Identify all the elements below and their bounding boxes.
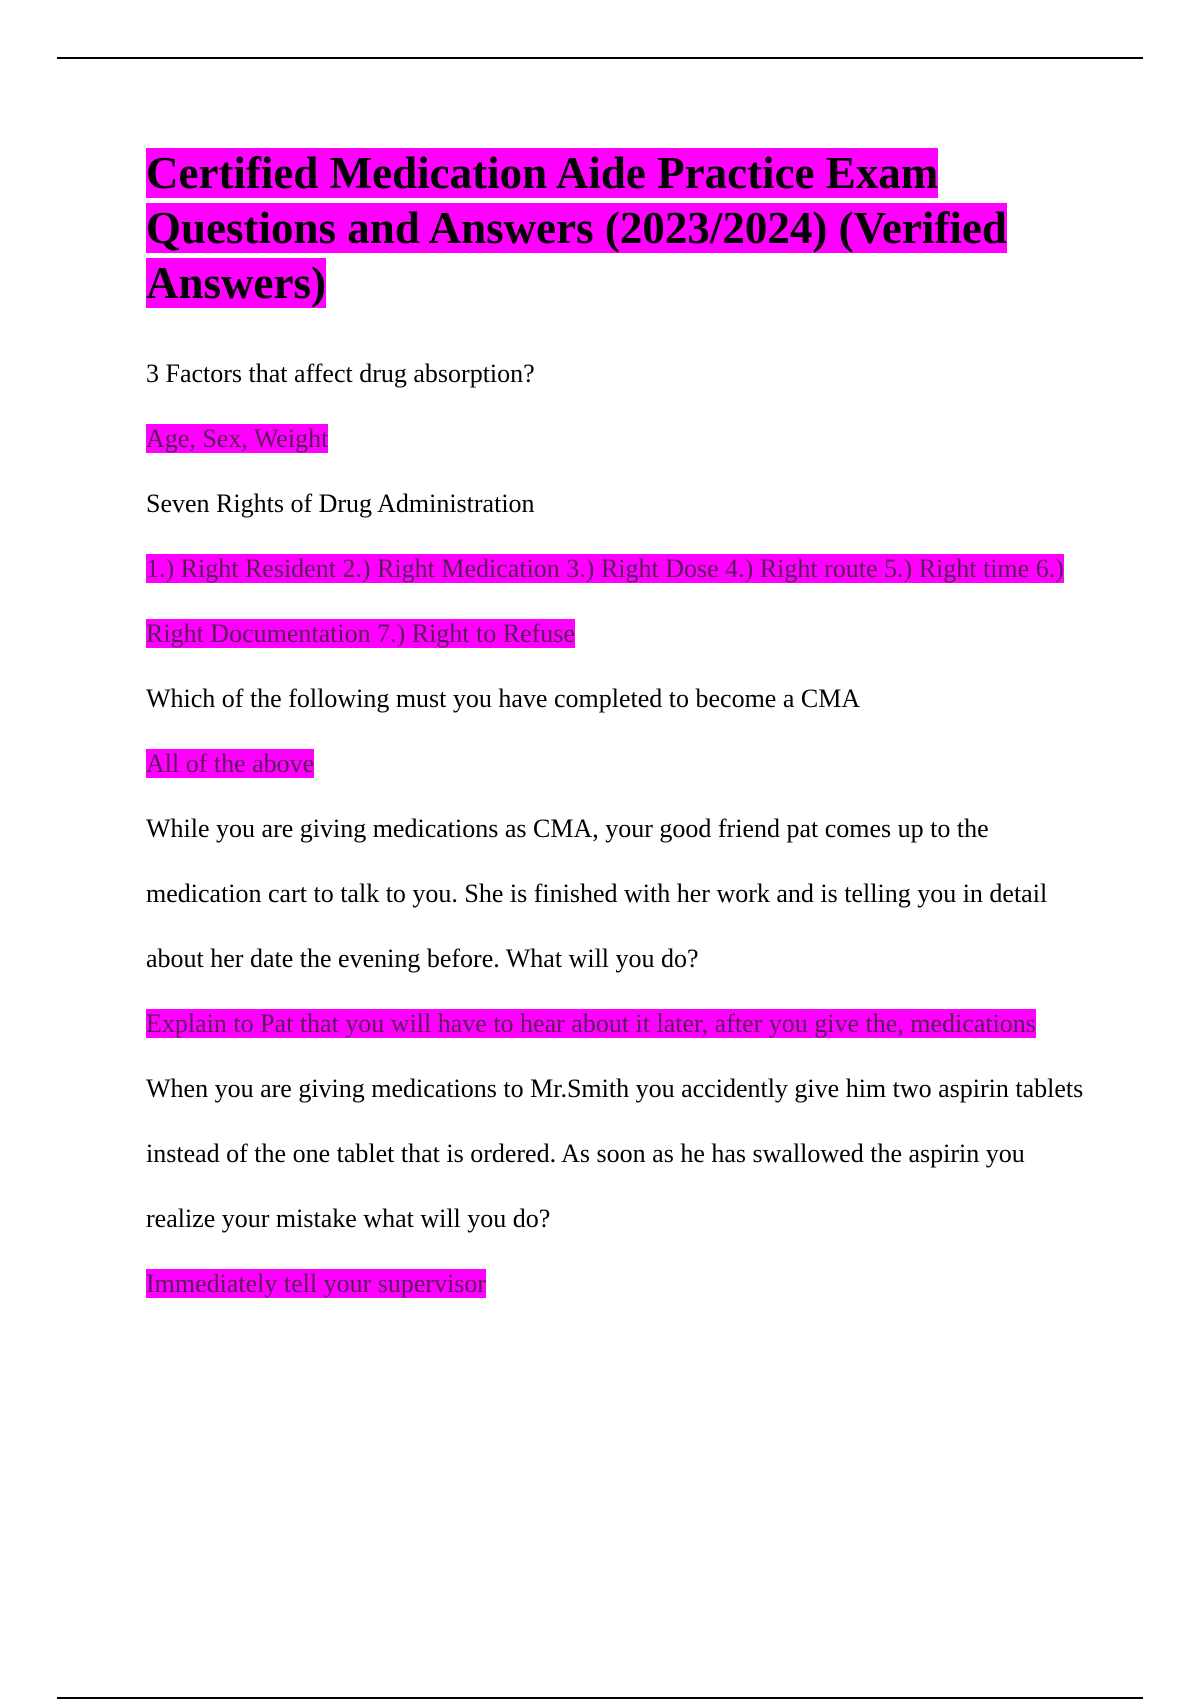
- question-2: Seven Rights of Drug Administration: [146, 489, 535, 518]
- top-rule: [57, 57, 1143, 59]
- question-3: Which of the following must you have completed to become a CMA: [146, 684, 861, 713]
- bottom-rule: [57, 1697, 1143, 1699]
- answer-3: All of the above: [146, 749, 315, 778]
- question-1: 3 Factors that affect drug absorption?: [146, 359, 535, 388]
- document-title: Certified Medication Aide Practice Exam Questions and Answers (2023/2024) (Verified Answers): [146, 148, 1007, 308]
- answer-2: 1.) Right Resident 2.) Right Medication 3.) Right Dose 4.) Right route 5.) Right time 6.) Right Documentation 7.) Right to Refuse: [146, 554, 1064, 648]
- answer-5: Immediately tell your supervisor: [146, 1269, 487, 1298]
- answer-1: Age, Sex, Weight: [146, 424, 329, 453]
- question-5: When you are giving medications to Mr.Smith you accidently give him two aspirin tablets instead of the one tablet that is ordered. As soon as he has swallowed the aspirin you realize your mistake what will you do?: [146, 1074, 1084, 1233]
- answer-4: Explain to Pat that you will have to hear about it later, after you give the, medications: [146, 1009, 1036, 1038]
- question-4: While you are giving medications as CMA, your good friend pat comes up to the medication cart to talk to you. She is finished with her work and is telling you in detail about her date the evening before. What will you do?: [146, 814, 1048, 973]
- document-body: [146, 146, 1086, 1316]
